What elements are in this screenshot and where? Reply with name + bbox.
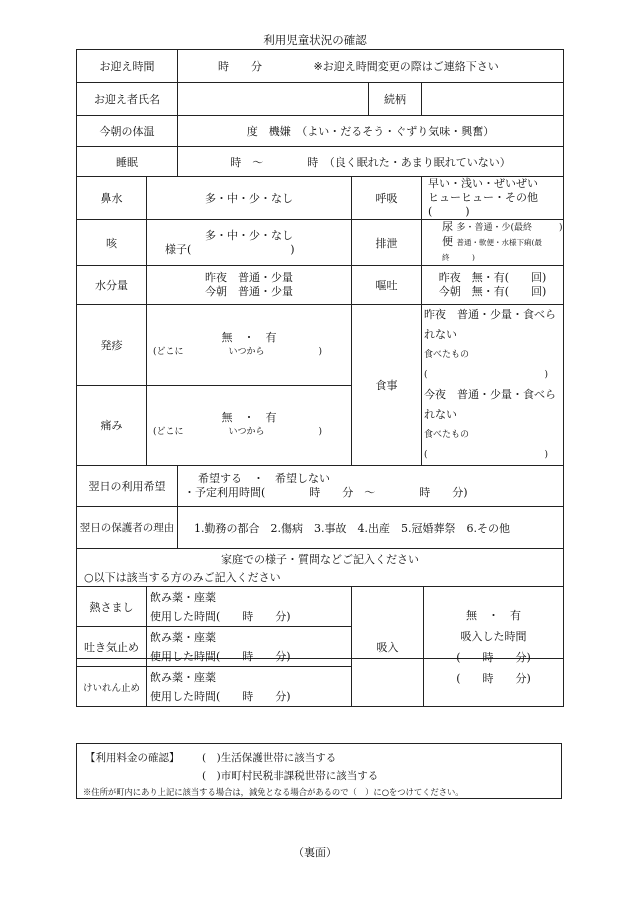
med-nausea-label: 吐き気止め <box>77 627 147 667</box>
fee-label: 【利用料金の確認】 <box>85 752 180 764</box>
med-fever-line1: 飲み薬・座薬 <box>150 590 216 604</box>
vomit-line1: 昨夜 無・有( 回) <box>438 271 547 284</box>
cough-line2: 様子( ) <box>165 242 295 256</box>
meal-line1: 昨夜 普通・少量・食べられない <box>424 308 556 341</box>
relation-field[interactable] <box>422 83 564 116</box>
relation-label: 続柄 <box>369 83 422 116</box>
meal-line4: 食べたもの( ) <box>424 430 549 460</box>
cough-label: 咳 <box>77 220 147 266</box>
meal-label: 食事 <box>352 305 422 466</box>
runny-nose-field[interactable]: 多・中・少・なし <box>147 177 352 220</box>
meal-field[interactable] <box>422 305 564 466</box>
next-day-field[interactable] <box>178 466 564 507</box>
excretion-label: 排泄 <box>352 220 422 266</box>
water-label: 水分量 <box>77 266 147 305</box>
pickup-person-label: お迎え者氏名 <box>77 83 178 116</box>
pickup-time-value: 時 分 <box>218 60 262 73</box>
rash-label: 発疹 <box>77 305 147 386</box>
stool-label: 便 <box>442 235 453 248</box>
rash-line2: (どこに いつから ) <box>153 346 323 357</box>
inhale-line2: 吸入した時間 <box>460 629 527 643</box>
vomit-line2: 今朝 無・有( 回) <box>438 285 547 298</box>
rash-field[interactable] <box>147 305 352 386</box>
breathing-line2: ヒューヒュー・その他( ) <box>428 191 538 218</box>
breathing-field[interactable] <box>422 177 564 220</box>
medication-table <box>76 586 564 707</box>
pickup-time-field[interactable] <box>178 50 564 83</box>
med-fever-field[interactable] <box>147 587 352 627</box>
runny-nose-label: 鼻水 <box>77 177 147 220</box>
page-footer: （裏面） <box>293 846 337 859</box>
sleep-field[interactable]: 時 ～ 時 （良く眠れた・あまり眠れていない） <box>178 147 564 177</box>
med-fever-label: 熱さまし <box>77 587 147 627</box>
inhale-line1: 無 ・ 有 <box>466 608 521 622</box>
status-table <box>76 49 564 659</box>
water-field[interactable] <box>147 266 352 305</box>
med-seizure-label: けいれん止め <box>77 667 147 707</box>
cough-field[interactable] <box>147 220 352 266</box>
fee-note: ※住所が町内にあり上記に該当する場合は，減免となる場合があるので（ ）に○をつけてください。 <box>83 787 464 797</box>
med-nausea-line2: 使用した時間( 時 分) <box>150 649 291 663</box>
inhale-label: 吸入 <box>352 587 424 707</box>
pain-label: 痛み <box>77 385 147 466</box>
cough-line1: 多・中・少・なし <box>205 228 293 242</box>
med-fever-line2: 使用した時間( 時 分) <box>150 609 291 623</box>
reason-label: 翌日の保護者の理由 <box>77 507 178 549</box>
med-seizure-field[interactable] <box>147 667 352 707</box>
next-day-label: 翌日の利用希望 <box>77 466 178 507</box>
med-seizure-line1: 飲み薬・座薬 <box>150 670 216 684</box>
breathing-label: 呼吸 <box>352 177 422 220</box>
urine-label: 尿 <box>442 220 453 233</box>
pickup-time-note: ※お迎え時間変更の際はご連絡下さい <box>313 60 499 73</box>
vomit-field[interactable] <box>422 266 564 305</box>
conditional-note: ○以下は該当する方のみご記入ください <box>84 571 281 584</box>
next-day-line2: ・予定利用時間( 時 分 ～ 時 分) <box>184 486 468 499</box>
form-title: 利用児童状況の確認 <box>263 33 367 47</box>
med-seizure-line2: 使用した時間( 時 分) <box>150 689 291 703</box>
inhale-field[interactable] <box>424 587 564 707</box>
stool-value: 普通・軟便・水様下痢(最終 ) <box>442 238 542 262</box>
sleep-label: 睡眠 <box>77 147 178 177</box>
med-nausea-line1: 飲み薬・座薬 <box>150 630 216 644</box>
urine-value: 多・普通・少(最終 ) <box>456 223 563 233</box>
fee-option-welfare[interactable]: ( )生活保護世帯に該当する <box>202 752 337 764</box>
water-line2: 今朝 普通・少量 <box>205 285 293 298</box>
rash-line1: 無 ・ 有 <box>221 330 277 344</box>
next-day-line1: 希望する ・ 希望しない <box>198 472 330 485</box>
reason-field[interactable]: 1.勤務の都合 2.傷病 3.事故 4.出産 5.冠婚葬祭 6.その他 <box>178 507 564 549</box>
temp-field[interactable]: 度 機嫌 （よい・だるそう・ぐずり気味・興奮） <box>178 116 564 147</box>
water-line1: 昨夜 普通・少量 <box>205 271 293 284</box>
pickup-person-field[interactable] <box>178 83 369 116</box>
breathing-line1: 早い・浅い・ぜいぜい <box>428 177 538 190</box>
pain-line1: 無 ・ 有 <box>221 411 277 425</box>
fee-option-tax-exempt[interactable]: ( )市町村民税非課税世帯に該当する <box>202 770 379 782</box>
meal-line3: 今夜 普通・少量・食べられない <box>424 388 556 421</box>
pickup-time-label: お迎え時間 <box>77 50 178 83</box>
fee-confirmation-box <box>76 743 562 799</box>
pain-line2: (どこに いつから ) <box>153 427 323 438</box>
vomit-label: 嘔吐 <box>352 266 422 305</box>
home-notes-label: 家庭での様子・質問などご記入ください <box>221 553 419 566</box>
med-nausea-field[interactable] <box>147 627 352 667</box>
inhale-line4: ( 時 分) <box>456 671 531 685</box>
excretion-field[interactable] <box>422 220 564 266</box>
pain-field[interactable] <box>147 385 352 466</box>
meal-line2: 食べたもの( ) <box>424 350 549 380</box>
temp-label: 今朝の体温 <box>77 116 178 147</box>
inhale-line3: ( 時 分) <box>456 650 531 664</box>
